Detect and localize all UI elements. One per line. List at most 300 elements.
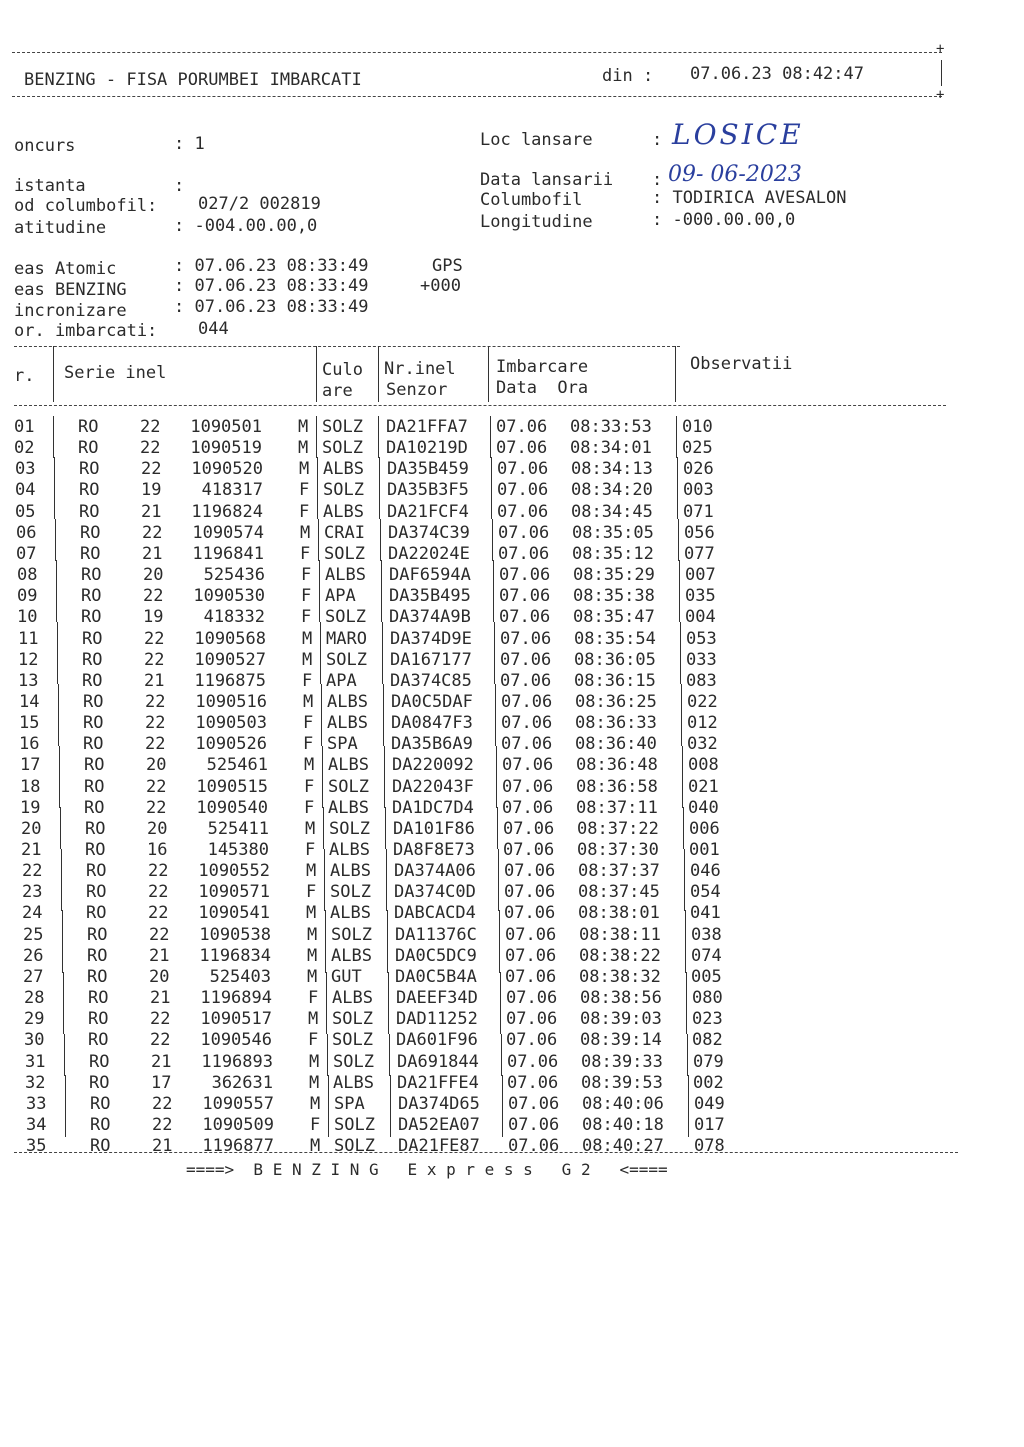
cell-sex: M [306,861,317,882]
cell-observation: 053 [686,628,717,649]
table-row [0,850,1024,882]
cell-boarding-date: 07.06 [504,882,556,903]
cell-boarding-date: 07.06 [497,459,549,480]
cell-boarding-time: 08:37:45 [578,882,660,903]
distanta-label: istanta [14,176,86,196]
cell-sensor-id: DA8F8E73 [393,840,475,860]
table-row [0,602,1024,628]
row-divider [494,663,495,684]
data-lansarii-handwritten: 09- 06-2023 [668,162,802,187]
cell-country-code: RO [89,1051,110,1072]
row-divider [54,498,55,519]
loc-lansare-handwritten: LOSICE [672,118,804,151]
cell-ring-year: 20 [147,818,168,839]
sincronizare-value: : 07.06.23 08:33:49 [174,297,369,317]
row-divider [390,1096,391,1117]
cell-observation: 078 [694,1136,725,1157]
cell-row-number: 35 [26,1136,47,1157]
cell-sensor-id: DAEEF34D [396,988,478,1009]
row-divider [59,787,60,808]
row-divider [326,972,327,993]
col-divider-culoare [378,346,379,402]
cell-boarding-time: 08:35:38 [573,586,655,607]
row-divider [683,807,684,828]
nr-imbarcati-label: or. imbarcati: [14,321,158,341]
cell-ring-year: 22 [140,438,161,459]
row-divider [326,993,327,1014]
cell-boarding-time: 08:38:11 [579,924,661,945]
cell-observation: 083 [686,670,717,691]
cell-ring-number: 1090517 [200,1009,272,1030]
cell-country-code: RO [88,1030,109,1051]
row-divider [325,931,326,952]
row-divider [318,540,319,561]
table-row [0,994,1024,1030]
table-row [0,1076,1024,1114]
cell-boarding-time: 08:39:03 [580,1009,662,1030]
cell-boarding-date: 07.06 [506,988,558,1009]
cell-ring-number: 145380 [207,840,269,860]
cell-color: SOLZ [324,543,365,564]
cell-ring-number: 525403 [209,966,271,987]
row-divider [317,457,318,478]
row-divider [384,787,385,808]
cell-sex: M [304,755,315,776]
cell-ring-year: 22 [148,882,169,903]
cell-sensor-id: DA35B495 [389,586,471,607]
row-divider [56,601,57,622]
row-divider [325,910,326,931]
row-divider [319,581,320,602]
cell-boarding-time: 08:34:01 [570,438,652,459]
row-divider [491,498,492,519]
row-divider [500,972,501,993]
cell-observation: 032 [687,734,718,755]
cell-country-code: RO [89,1072,110,1093]
row-divider [388,993,389,1014]
ceas-benzing-label: eas BENZING [14,280,127,300]
row-divider [319,560,320,581]
cell-color: ALBS [333,1072,374,1093]
cell-boarding-time: 08:39:33 [581,1051,663,1072]
row-divider [53,437,54,458]
table-row [0,1056,1024,1093]
row-divider [681,704,682,725]
cell-ring-year: 22 [144,628,165,649]
row-divider [317,478,318,499]
row-divider [676,416,677,437]
cell-country-code: RO [81,607,102,628]
cell-boarding-time: 08:39:14 [580,1030,662,1051]
cell-ring-number: 1090526 [195,734,267,755]
row-divider [498,869,499,890]
cell-ring-year: 22 [148,903,169,924]
cell-row-number: 04 [15,480,36,501]
cell-boarding-time: 08:38:22 [579,945,661,966]
cell-row-number: 05 [15,501,36,522]
row-divider [491,457,492,478]
cell-ring-year: 22 [148,861,169,882]
row-divider [501,1034,502,1055]
row-divider [677,478,678,499]
row-divider [63,1013,64,1034]
header-senzor: Senzor [386,380,448,400]
cell-sex: F [303,713,314,734]
cell-ring-number: 525411 [207,818,269,839]
cell-boarding-date: 07.06 [508,1093,560,1114]
table-row [0,767,1024,797]
cell-observation: 074 [691,945,722,966]
cell-boarding-date: 07.06 [498,543,550,564]
cell-country-code: RO [82,649,103,670]
footer-banner: ====> B E N Z I N G E x p r e s s G 2 <==== [186,1160,668,1179]
cell-ring-number: 1090538 [199,924,271,945]
cell-row-number: 29 [24,1009,45,1030]
cell-boarding-time: 08:40:27 [582,1136,664,1157]
cell-ring-number: 1090503 [195,713,267,734]
table-row [0,829,1024,860]
cell-ring-number: 362631 [211,1072,273,1093]
row-divider [683,828,684,849]
cell-row-number: 30 [24,1030,45,1051]
cell-country-code: RO [81,586,102,607]
row-divider [381,601,382,622]
row-divider [322,766,323,787]
cell-ring-number: 1090568 [194,628,266,649]
row-divider [325,952,326,973]
table-row [0,623,1024,649]
cell-sensor-id: DA10219D [386,438,468,459]
row-divider [389,1034,390,1055]
cell-ring-number: 1090571 [198,882,270,903]
row-divider [326,1013,327,1034]
row-divider [493,581,494,602]
cell-country-code: RO [83,691,104,712]
cell-ring-number: 1090546 [200,1030,272,1051]
row-divider [677,498,678,519]
ceas-atomic-source: GPS [432,256,463,276]
cell-boarding-date: 07.06 [501,691,553,712]
cell-country-code: RO [83,734,104,755]
row-divider [320,663,321,684]
cell-observation: 033 [686,649,717,670]
cell-color: ALBS [323,459,364,480]
cell-boarding-date: 07.06 [496,417,548,437]
cell-country-code: RO [80,522,101,543]
cell-row-number: 11 [18,628,39,649]
cell-sensor-id: DA22024E [388,543,470,564]
cell-boarding-time: 08:35:54 [574,628,656,649]
cell-observation: 046 [690,861,721,882]
cell-row-number: 28 [24,988,45,1009]
cell-observation: 040 [688,797,719,818]
cell-ring-year: 22 [146,797,167,818]
row-divider [63,993,64,1014]
cell-boarding-date: 07.06 [505,945,557,966]
cell-ring-year: 22 [145,734,166,755]
cell-ring-year: 22 [143,586,164,607]
cell-row-number: 17 [20,755,41,776]
cell-boarding-date: 07.06 [508,1114,560,1135]
cell-boarding-date: 07.06 [505,966,557,987]
header-culoare-1: Culo [322,360,363,380]
table-row [0,705,1024,734]
table-row [0,417,1024,437]
row-divider [687,1034,688,1055]
data-lansarii-label: Data lansarii [480,170,614,190]
cell-color: SOLZ [332,1009,373,1030]
cell-observation: 026 [683,459,714,480]
cell-boarding-date: 07.06 [505,924,557,945]
cell-ring-year: 22 [144,649,165,670]
cell-observation: 041 [690,903,721,924]
cell-sex: F [308,988,319,1009]
cell-sex: F [301,565,312,586]
cell-sensor-id: DA21FE87 [398,1136,480,1157]
cell-boarding-date: 07.06 [497,501,549,522]
cell-ring-number: 1196841 [192,543,264,564]
cell-boarding-time: 08:33:53 [570,417,652,437]
cell-sensor-id: DA101F86 [393,818,475,839]
table-row [0,685,1024,712]
row-divider [64,1055,65,1076]
cell-row-number: 24 [22,903,43,924]
row-divider [57,643,58,664]
header-corner-mark: + [936,41,945,57]
row-divider [59,746,60,767]
cell-sex: M [310,1136,321,1157]
cell-row-number: 18 [20,776,41,797]
row-divider [317,498,318,519]
row-divider [383,684,384,705]
row-divider [62,910,63,931]
row-divider [497,828,498,849]
cell-row-number: 22 [22,861,43,882]
cell-observation: 006 [689,818,720,839]
cell-ring-number: 1196824 [191,501,263,522]
cell-sex: F [302,670,313,691]
cell-country-code: RO [87,945,108,966]
table-row [0,664,1024,691]
cell-observation: 077 [684,543,715,564]
cell-country-code: RO [79,501,100,522]
cell-sex: M [305,818,316,839]
table-row [0,953,1024,987]
cell-boarding-time: 08:37:22 [577,818,659,839]
cell-row-number: 07 [16,543,37,564]
cell-ring-number: 418332 [203,607,265,628]
cell-observation: 002 [693,1072,724,1093]
cell-observation: 038 [691,924,722,945]
table-row [0,458,1024,478]
row-divider [58,704,59,725]
cell-boarding-date: 07.06 [507,1051,559,1072]
table-row [0,1097,1024,1135]
row-divider [685,952,686,973]
row-divider [493,601,494,622]
header-imbarcare: Imbarcare [496,357,589,377]
cell-color: SOLZ [329,818,370,839]
table-row [0,808,1024,839]
row-divider [686,972,687,993]
cell-country-code: RO [88,988,109,1009]
table-header-bottom-rule [14,405,946,406]
row-divider [499,952,500,973]
cell-boarding-date: 07.06 [502,776,554,797]
cell-boarding-date: 07.06 [499,607,551,628]
table-row [0,479,1024,499]
cell-color: ALBS [332,988,373,1009]
row-divider [492,519,493,540]
cell-boarding-time: 08:37:30 [577,840,659,860]
row-divider [324,869,325,890]
row-divider [679,560,680,581]
cell-color: APA [326,670,357,691]
cell-sensor-id: DAD11252 [396,1009,478,1030]
cell-country-code: RO [84,776,105,797]
row-divider [384,766,385,787]
cell-boarding-time: 08:35:29 [573,565,655,586]
table-bottom-rule [14,1152,958,1153]
row-divider [681,725,682,746]
cell-ring-year: 19 [141,480,162,501]
loc-lansare-label: Loc lansare [480,130,593,150]
cell-sensor-id: DA601F96 [396,1030,478,1051]
cell-observation: 054 [690,882,721,903]
cell-sex: F [308,1030,319,1051]
cell-ring-year: 20 [149,966,170,987]
header-top-rule [12,52,942,53]
cell-sensor-id: DA374D65 [398,1093,480,1114]
cell-boarding-date: 07.06 [506,1009,558,1030]
row-divider [684,869,685,890]
cell-ring-year: 22 [149,924,170,945]
cell-country-code: RO [78,438,99,459]
cell-boarding-date: 07.06 [501,734,553,755]
table-row [0,932,1024,966]
cod-columbofil-label: od columbofil: [14,196,158,216]
cell-sensor-id: DA11376C [395,924,477,945]
cell-color: SPA [334,1093,365,1114]
cell-country-code: RO [79,480,100,501]
cell-ring-year: 21 [142,543,163,564]
cell-sex: F [299,501,310,522]
row-divider [386,849,387,870]
row-divider [61,890,62,911]
row-divider [494,643,495,664]
row-divider [382,663,383,684]
row-divider [60,807,61,828]
row-divider [682,787,683,808]
row-divider [388,1013,389,1034]
cell-country-code: RO [84,797,105,818]
row-divider [490,416,491,437]
row-divider [61,849,62,870]
cell-boarding-time: 08:39:53 [581,1072,663,1093]
cell-ring-year: 20 [146,755,167,776]
row-divider [323,828,324,849]
cell-color: ALBS [331,945,372,966]
row-divider [682,766,683,787]
cell-color: ALBS [325,565,366,586]
row-divider [380,540,381,561]
cell-observation: 004 [685,607,716,628]
row-divider [378,437,379,458]
cell-country-code: RO [90,1136,111,1157]
cell-color: SOLZ [334,1114,375,1135]
row-divider [498,849,499,870]
cell-country-code: RO [78,417,99,437]
row-divider [327,1055,328,1076]
cell-sensor-id: DA374C85 [390,670,472,691]
table-row [0,582,1024,607]
cell-observation: 049 [694,1093,725,1114]
cell-country-code: RO [87,924,108,945]
cell-ring-number: 1196893 [201,1051,273,1072]
cell-boarding-time: 08:36:25 [575,691,657,712]
col-divider-serie [316,346,317,402]
row-divider [56,560,57,581]
cell-observation: 007 [685,565,716,586]
row-divider [328,1096,329,1117]
cell-ring-number: 418317 [201,480,263,501]
cell-color: APA [325,586,356,607]
row-divider [57,663,58,684]
cell-ring-year: 19 [143,607,164,628]
cell-sex: F [303,734,314,755]
table-header-top-rule [14,346,680,347]
row-divider [495,725,496,746]
row-divider [58,684,59,705]
cell-row-number: 34 [26,1114,47,1135]
cell-row-number: 01 [14,417,35,437]
cell-observation: 082 [692,1030,723,1051]
cell-sex: M [307,966,318,987]
row-divider [379,498,380,519]
cell-observation: 008 [688,755,719,776]
header-data-ora: Data Ora [496,378,589,398]
row-divider [676,437,677,458]
cell-country-code: RO [82,628,103,649]
cell-observation: 010 [682,417,713,437]
row-divider [62,931,63,952]
cell-row-number: 16 [19,734,40,755]
cell-boarding-time: 08:37:11 [576,797,658,818]
report-title: BENZING - FISA PORUMBEI IMBARCATI [24,70,362,90]
row-divider [385,828,386,849]
cell-color: ALBS [328,755,369,776]
table-row [0,1035,1024,1072]
row-divider [65,1096,66,1117]
table-row [0,870,1024,903]
cell-sex: F [301,607,312,628]
cell-boarding-date: 07.06 [500,649,552,670]
row-divider [678,540,679,561]
row-divider [686,1013,687,1034]
row-divider [680,663,681,684]
cell-boarding-time: 08:37:37 [578,861,660,882]
row-divider [58,725,59,746]
cell-sensor-id: DA167177 [390,649,472,670]
row-divider [496,766,497,787]
cell-ring-year: 20 [143,565,164,586]
row-divider [63,972,64,993]
cell-ring-number: 1090541 [198,903,270,924]
table-row [0,438,1024,458]
cell-boarding-time: 08:36:48 [576,755,658,776]
row-divider [380,519,381,540]
cell-sex: F [300,543,311,564]
